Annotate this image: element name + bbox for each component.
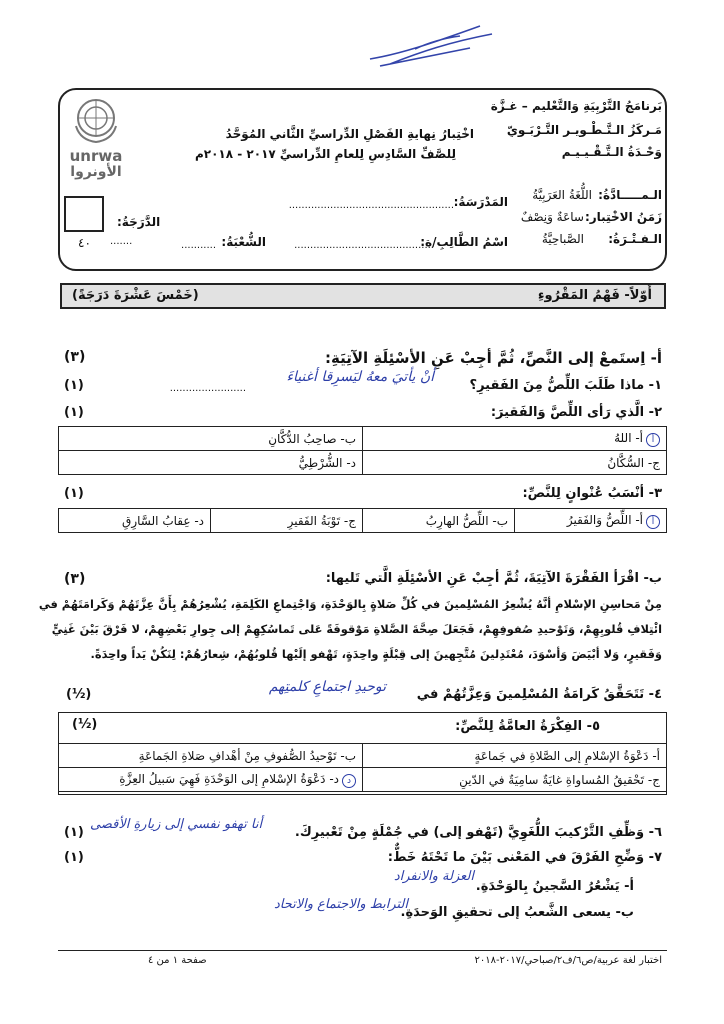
logo-text-latin: unrwa [69,147,123,165]
field-grade-label: الدَّرَجَةُ: [117,215,161,229]
q4-answer[interactable]: توحيدِ اجتماعِ كلمتِهم [268,679,386,695]
unrwa-logo-icon [66,96,126,144]
field-period-label: الـفـتْـرَةُ: [608,232,662,246]
section1-marks: (خَمْسَ عَشْرَةَ دَرَجَةً) [72,288,199,303]
logo-text-arabic: الأونروا [70,163,122,180]
q5-option-c[interactable]: ج- تَحْقيقُ المُساواةِ غايَةٌ سامِيَةٌ في الدّينِ [363,768,667,792]
field-school-label: المَدْرَسَةُ: [453,195,508,209]
field-subject-label: الـمـــــادَّةُ: [598,188,662,202]
selected-mark-icon: أ [646,433,660,447]
q7-text: ٧- وَضِّحِ الفَرْقَ في المَعْنى بَيْنَ ما تَحْتَهُ خَطٌّ: [387,850,662,865]
section1-title: أَوّلاً- فَهْمُ المَقْرُوءِ [537,288,652,303]
q2-text: ٢- الَّذي رَأى اللِّصَّ وَالفَقيرَ: [490,405,662,420]
partA-heading: أ- اِستَمعْ إلى النَّصِّ، ثُمَّ أجِبْ عَنِ الأسْئِلَةِ الآتِيَةِ: [324,349,662,367]
q1-dots: ........................ [169,383,246,394]
exam-subtitle: لِلصَّفِّ السَّادِسِ لِلعامِ الدِّراسيِّ ٢٠١٧ - ٢٠١٨م [194,147,456,161]
field-section-label: الشُّعْبَةُ: [221,235,266,249]
selected-mark-icon: د [342,774,356,788]
q7-marks: (١) [64,850,84,865]
footer-exam-code: اختبار لغة عربية/ص٦/ف٢/صباحي/٢٠١٧-٢٠١٨ [474,955,662,966]
q7b-text: ب- يسعى الشَّعبُ إلى تحقيقِ الوَحدَةِ. [400,905,634,920]
q2-options-table [58,426,667,475]
q5-option-d[interactable]: دد- دَعْوَةُ الإسْلامِ إلى الوَحْدَةِ فَهِيَ سَبيلُ العِزَّةِ [59,768,363,792]
q3-text: ٣- أنْسَبُ عُنْوانٍ لِلنَّصِّ: [522,486,662,501]
field-section-dots[interactable]: ........... [181,240,216,251]
partB-marks: (٣) [64,571,86,587]
field-school-dots[interactable]: .................................................... [288,200,454,211]
grade-box[interactable] [64,196,104,232]
q4-marks: (½) [66,687,92,702]
field-grade-dots[interactable]: ....... [110,236,133,247]
q3-option-a[interactable]: أأ- اللِّصُّ وَالفَقيرُ [515,509,667,533]
q3-option-b[interactable]: ب- اللِّصُّ الهارِبُ [363,509,515,533]
passage-line-1: مِنْ مَحاسِنِ الإسْلامِ أنَّهُ يُشْعِرُ المُسْلِمينَ في كُلِّ صَلاةٍ بِالوَحْدَةِ، وَاجْتِماعِ الكَلِمَةِ، يُشْعِرُهُمْ بِأَنَّ عِزَّتَهُمْ وَكَرامَتَهُمْ في [38,597,662,611]
q1-marks: (١) [64,378,84,393]
q3-option-c[interactable]: ج- تَوْبَةُ الفَقيرِ [211,509,363,533]
q2-option-d[interactable]: د- الشُّرْطِيُّ [59,451,363,475]
q7a-answer[interactable]: العزلة والانفراد [393,869,474,884]
q2-marks: (١) [64,405,84,420]
q2-option-b[interactable]: ب- صاحِبُ الدُّكَّانِ [59,427,363,451]
q6-answer[interactable]: أنا تهفو نفسي إلى زيارةِ الأقصى [90,817,263,832]
unrwa-logo [66,96,126,180]
passage-line-2: ائْتِلافِ قُلوبِهِمْ، وَتَوْحيدِ صُفوفِهِمْ، فَجَعَلَ صِحَّةَ الصَّلاةِ مَوْقوفَةً عَلى تَماسُكِهِمْ إلى جِوارِ بَعْضِهِمْ، لا فَرْقَ بَيْنَ غَنِيٍّ [51,622,662,636]
selected-mark-icon: أ [646,515,660,529]
field-student-dots[interactable]: ............................................ [294,240,434,251]
header-unit: وَحْـدَةُ الـتَّـقْـيـيـم [561,145,662,159]
field-time-value: ساعَةٌ وَنِصْفٌ [520,210,584,224]
header-center: مَـركَزُ الـتَّـطْـويـر التَّـرْبَـويّ [506,123,662,137]
q4-text: ٤- تَتَحَقَّقُ كَرامَةُ المُسْلِمينَ وَعِزَّتُهُمْ في [416,687,662,702]
exam-title: اخْتِبارُ نِهايةِ الفَصْلِ الدِّراسيِّ الثَّاني المُوَحَّدُ [225,127,474,141]
q1-answer[interactable]: أنْ يأتيَ معهُ ليَسرِقا أغنياءَ [286,369,434,385]
footer-rule [58,950,667,951]
partB-heading: ب- اقْرَأ الفَقْرَةَ الآتِيَةَ، ثُمَّ أجِبْ عَنِ الأسْئِلَةِ الَّتي تَليها: [325,571,662,586]
q7b-answer[interactable]: الترابط والاجتماع والاتحاد [273,897,408,912]
header-program: بَرنامَجُ التَّرْبِيَةِ وَالتَّعْليم – غـزَّة [490,99,662,113]
q6-marks: (١) [64,825,84,840]
partA-marks: (٣) [64,349,86,365]
passage-line-3: وَفَقيرٍ، وَلا أبْيَضَ وَأسْوَدَ، مُعْتَدِلينَ مُتَّجِهينَ إلى قِبْلَةٍ واحِدَةٍ، تَهْفو إلَيْها قُلوبُهُمْ، شِعارُهُمْ: لِنَكُنْ يَداً واحِدَةً. [90,647,662,661]
footer-page-number: صفحة ١ من ٤ [148,955,207,966]
q7a-text: أ- يَشْعُرُ السَّجينُ بِالوَحْدَةِ. [475,879,634,894]
field-period-value: الصَّباحِيَّةُ [541,232,584,246]
field-time-label: زَمَنُ الاخْتِبار: [584,210,662,224]
q3-option-d[interactable]: د- عِقابُ السَّارِقِ [59,509,211,533]
q5-option-a[interactable]: أ- دَعْوَةُ الإسْلامِ إلى الصَّلاةِ في جَماعَةٍ [363,744,667,768]
total-grade: ٤٠ [78,236,91,250]
q5-text: ٥- الفِكْرَةُ العامَّةُ لِلنَّصِّ: [455,719,600,734]
field-student-label: اسْمُ الطَّالِبِ/ة: [420,235,508,249]
q1-text: ١- ماذا طَلَبَ اللِّصُّ مِنَ الفَقيرِ؟ [469,378,662,393]
signature-icon [360,14,500,74]
q5-marks: (½) [72,717,98,732]
field-subject-value: اللُّغَةُ العَرَبِيَّةُ [532,188,592,202]
q3-options-table [58,508,667,533]
q5-option-b[interactable]: ب- تَوْحيدُ الصُّفوفِ مِنْ أهْدافِ صَلاةِ الجَماعَةِ [59,744,363,768]
q3-marks: (١) [64,486,84,501]
q2-option-c[interactable]: ج- السُّكَّانُ [363,451,667,475]
q6-text: ٦- وَظِّفِ التَّرْكيبَ اللُّغَوِيَّ (تَهْفو إلى) في جُمْلَةٍ مِنْ تَعْبيرِكَ. [294,825,662,840]
q2-option-a[interactable]: أأ- اللهُ [363,427,667,451]
q5-options-table [58,743,667,792]
